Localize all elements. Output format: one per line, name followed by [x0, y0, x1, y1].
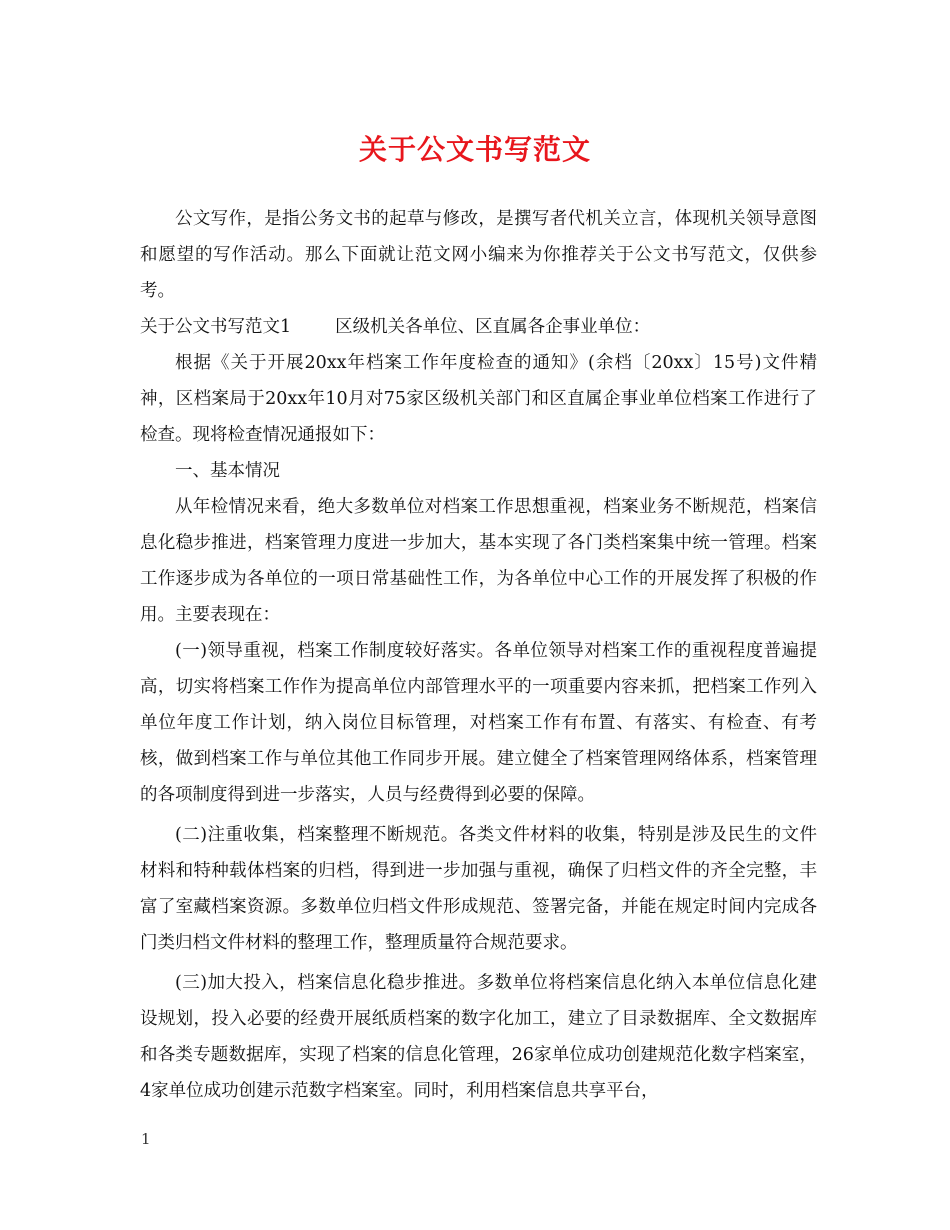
section-heading-basic: 一、基本情况: [175, 461, 280, 481]
overview-paragraph: 从年检情况来看，绝大多数单位对档案工作思想重视，档案业务不断规范，档案信息化稳步推进，档案管理力度进一步加大，基本实现了各门类档案集中统一管理。档案工作逐步成为各单位的一项日常基础性工作，为各单位中心工作的开展发挥了积极的作用。主要表现在：: [140, 497, 817, 625]
intro-paragraph: 公文写作，是指公务文书的起草与修改，是撰写者代机关立言，体现机关领导意图和愿望的写作活动。那么下面就让范文网小编来为你推荐关于公文书写范文，仅供参考。: [140, 209, 817, 301]
document-title: 关于公文书写范文: [358, 133, 591, 166]
page-number: 1: [141, 1130, 151, 1148]
item-3-paragraph: (三)加大投入，档案信息化稳步推进。多数单位将档案信息化纳入本单位信息化建设规划，投入必要的经费开展纸质档案的数字化加工，建立了目录数据库、全文数据库和各类专题数据库，实现了档案的信息化管理，26家单位成功创建规范化数字档案室，4家单位成功创建示范数字档案室。同时，利用档案信息共享平台，: [140, 973, 817, 1101]
item-1-paragraph: (一)领导重视，档案工作制度较好落实。各单位领导对档案工作的重视程度普遍提高，切实将档案工作作为提高单位内部管理水平的一项重要内容来抓，把档案工作列入单位年度工作计划，纳入岗位目标管理，对档案工作有布置、有落实、有检查、有考核，做到档案工作与单位其他工作同步开展。建立健全了档案管理网络体系，档案管理的各项制度得到进一步落实，人员与经费得到必要的保障。: [140, 641, 817, 805]
basis-paragraph: 根据《关于开展20xx年档案工作年度检查的通知》(余档〔20xx〕15号)文件精神，区档案局于20xx年10月对75家区级机关部门和区直属企事业单位档案工作进行了检查。现将检查情况通报如下：: [140, 353, 817, 445]
addressee: 区级机关各单位、区直属各企事业单位：: [335, 317, 651, 337]
document-body: [140, 201, 817, 1109]
item-2-paragraph: (二)注重收集，档案整理不断规范。各类文件材料的收集，特别是涉及民生的文件材料和特种载体档案的归档，得到进一步加强与重视，确保了归档文件的齐全完整，丰富了室藏档案资源。多数单位归档文件形成规范、签署完备，并能在规定时间内完成各门类归档文件材料的整理工作，整理质量符合规范要求。: [140, 825, 817, 953]
sample-heading-line: [140, 309, 817, 345]
sample-label: 关于公文书写范文1: [140, 317, 292, 337]
